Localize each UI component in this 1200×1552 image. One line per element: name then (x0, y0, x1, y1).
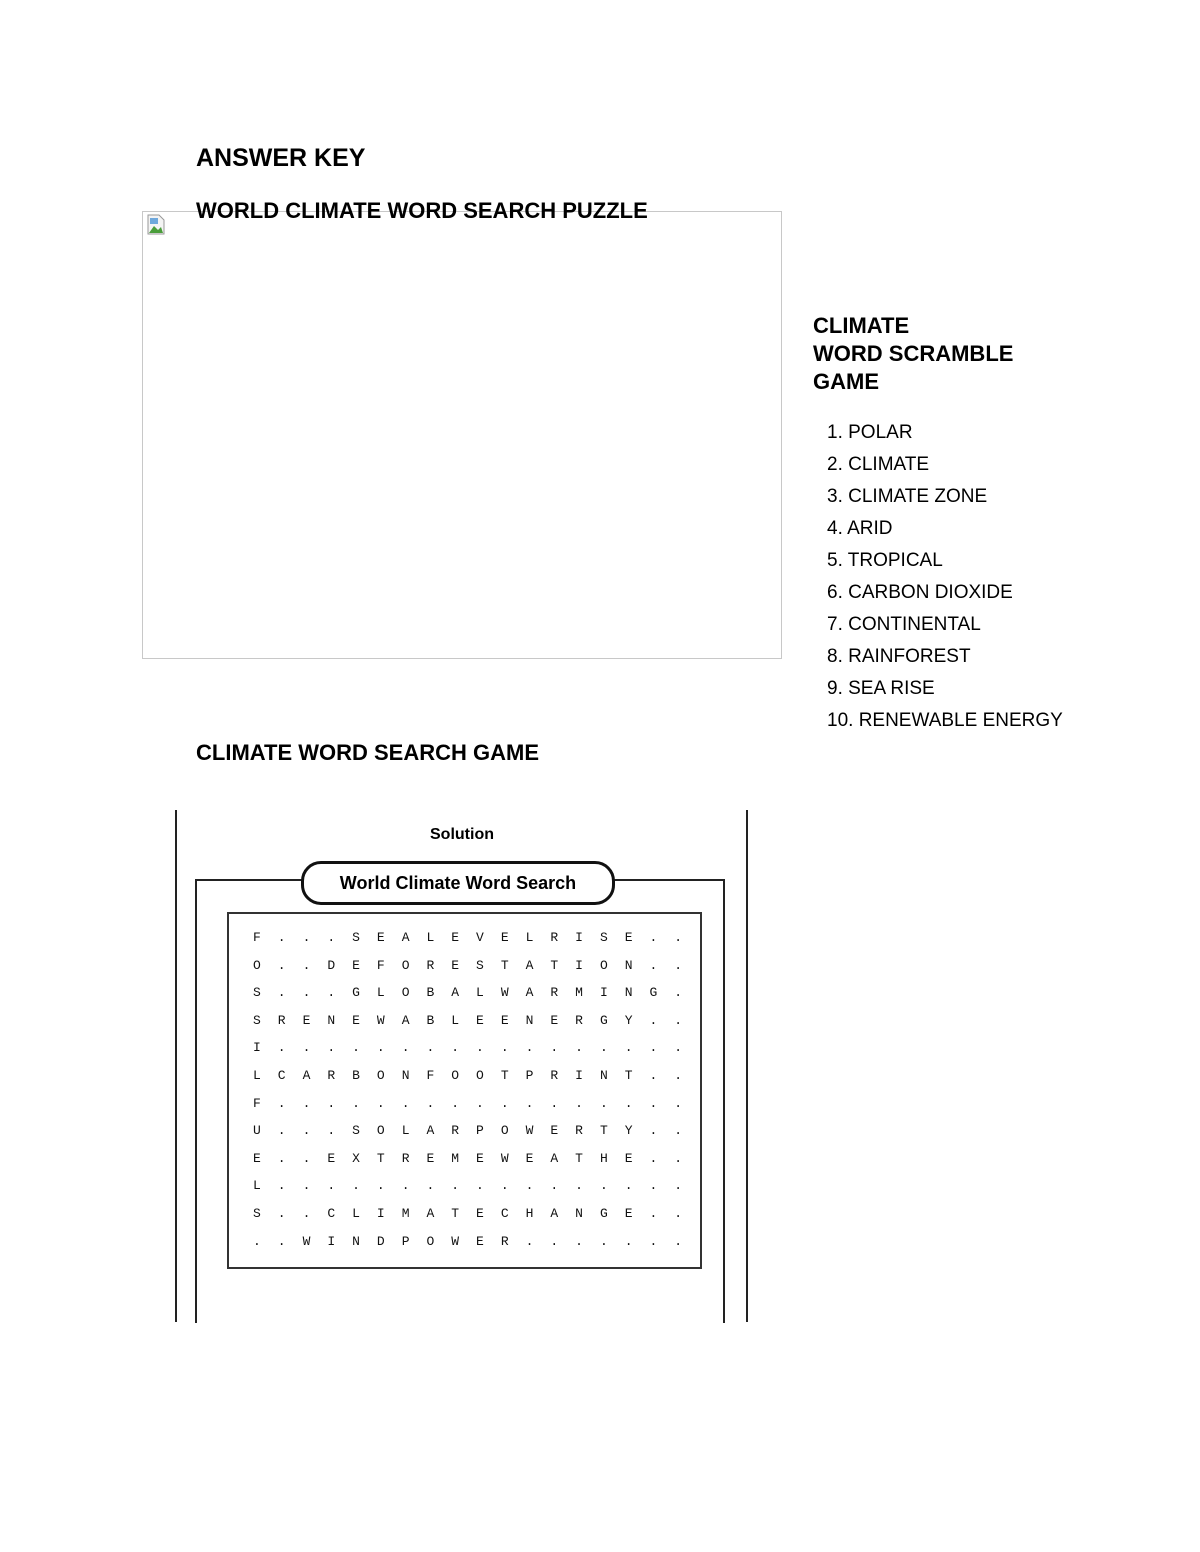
list-item: 1. POLAR (827, 422, 913, 443)
page-border-left (175, 810, 177, 1322)
list-item: 9. SEA RISE (827, 678, 935, 699)
list-item: 8. RAINFOREST (827, 646, 971, 667)
list-item: 6. CARBON DIOXIDE (827, 582, 1013, 603)
worksheet-banner: World Climate Word Search (301, 861, 615, 905)
list-item: 10. RENEWABLE ENERGY (827, 710, 1063, 731)
answer-key-heading: ANSWER KEY (196, 144, 366, 172)
grid-row: F................. (253, 1095, 700, 1111)
grid-row: S..CLIMATECHANGE.. (253, 1206, 700, 1221)
grid-row: S...GLOBALWARMING. (253, 985, 700, 1001)
scramble-title-line: WORD SCRAMBLE (813, 341, 1014, 366)
scramble-title-line: GAME (813, 369, 879, 394)
grid-row: LCARBONFOOTPRINT.. (253, 1068, 700, 1083)
broken-image-icon (146, 214, 166, 236)
page-border-right (746, 810, 748, 1322)
grid-row: I................. (253, 1040, 700, 1056)
word-search-title: CLIMATE WORD SEARCH GAME (196, 740, 540, 765)
grid-row: O..DEFORESTATION.. (253, 957, 700, 973)
grid-row: SRENEWABLEENERGY.. (253, 1012, 700, 1028)
solution-label: Solution (430, 826, 494, 843)
list-item: 4. ARID (827, 518, 893, 539)
word-search-grid (227, 912, 702, 1269)
grid-row: E..EXTREMEWEATHE.. (253, 1150, 700, 1166)
puzzle-image-placeholder (142, 211, 782, 659)
scramble-answer-list (827, 420, 1063, 740)
grid-row: F...SEALEVELRISE.. (253, 930, 700, 945)
list-item: 3. CLIMATE ZONE (827, 486, 988, 507)
scramble-title-line: CLIMATE (813, 313, 910, 338)
grid-row: ..WINDPOWER....... (253, 1233, 700, 1249)
list-item: 2. CLIMATE (827, 454, 930, 475)
list-item: 5. TROPICAL (827, 550, 943, 571)
grid-row: U...SOLARPOWERTY.. (253, 1123, 700, 1139)
grid-row: L................. (253, 1178, 700, 1194)
list-item: 7. CONTINENTAL (827, 614, 981, 635)
scramble-title (813, 312, 1073, 396)
puzzle-title: WORLD CLIMATE WORD SEARCH PUZZLE (196, 198, 648, 223)
